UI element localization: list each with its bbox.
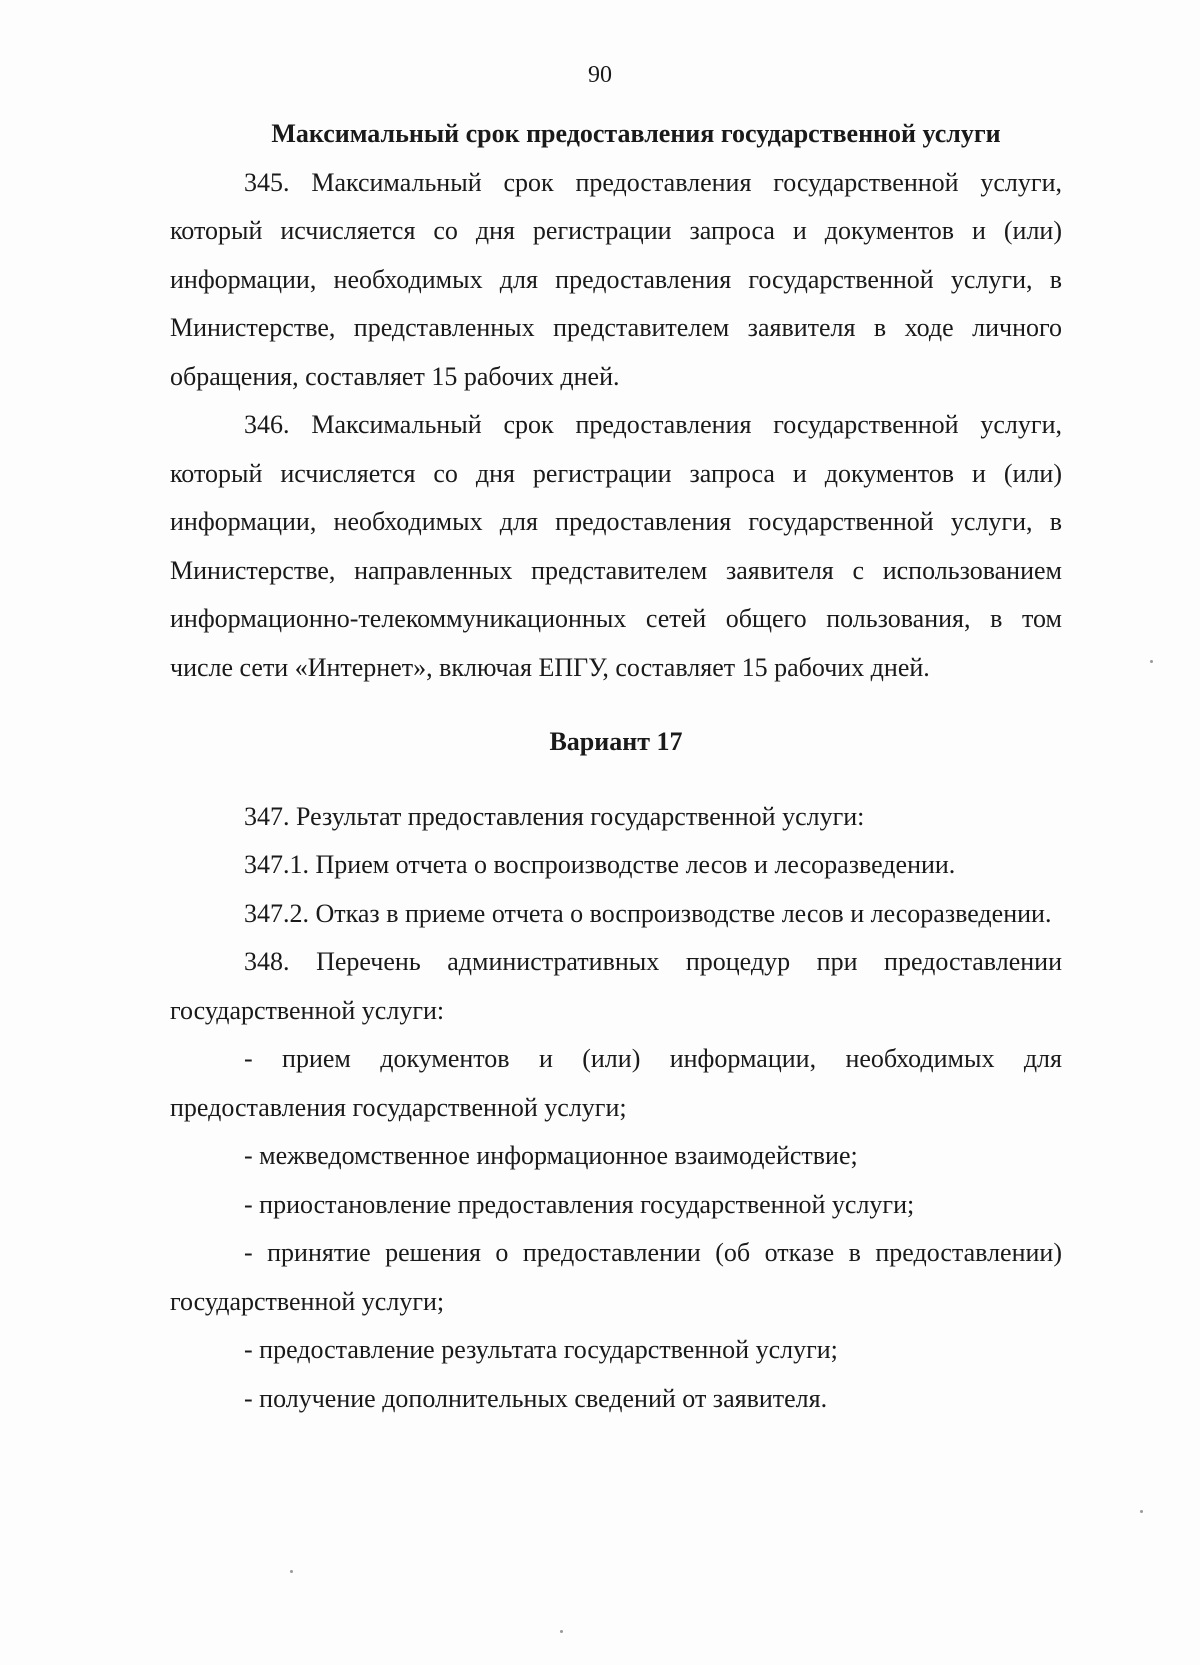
list-item-interagency: - межведомственное информационное взаимодействие; — [244, 1141, 858, 1170]
paragraph-347-1: 347.1. Прием отчета о воспроизводстве лесов и лесоразведении. — [244, 850, 956, 879]
list-item-result-delivery: - предоставление результата государственной услуги; — [244, 1335, 838, 1364]
variant-heading: Вариант 17 — [549, 727, 683, 756]
scan-speck — [1140, 1510, 1143, 1513]
section-heading: Максимальный срок предоставления государственной услуги — [271, 119, 1001, 148]
paragraph-345: 345. Максимальный срок предоставления государственной услуги, который исчисляется со дня регистрации запроса и документов и (или) информации, необходимых для предоставления государственной услуги, в Министерстве, представленных представителем заявителя в ходе личного обращения, составляет 15 рабочих дней. — [170, 167, 1062, 391]
list-item-additional-info: - получение дополнительных сведений от заявителя. — [244, 1383, 828, 1413]
scan-speck — [290, 1570, 293, 1573]
paragraph-347: 347. Результат предоставления государственной услуги: — [244, 801, 865, 831]
page-number: 90 — [588, 62, 612, 88]
paragraph-346: 346. Максимальный срок предоставления государственной услуги, который исчисляется со дня регистрации запроса и документов и (или) информации, необходимых для предоставления государственной услуги, в Министерстве, направленных представителем заявителя с использованием информационно-телекоммуникационных сетей общего пользования, в том числе сети «Интернет», включая ЕПГУ, составляет 15 рабочих дней. — [170, 410, 1062, 682]
list-item-document-intake: - прием документов и (или) информации, необходимых для предоставления государственной услуги; — [170, 1044, 1062, 1122]
paragraph-348: 348. Перечень административных процедур при предоставлении государственной услуги: — [170, 947, 1062, 1025]
scan-speck — [1150, 660, 1153, 663]
paragraph-347-2: 347.2. Отказ в приеме отчета о воспроизводстве лесов и лесоразведении. — [244, 898, 1052, 928]
list-item-decision: - принятие решения о предоставлении (об отказе в предоставлении) государственной услуги; — [170, 1238, 1062, 1316]
document-body — [170, 110, 1062, 1423]
scan-speck — [560, 1630, 563, 1633]
list-item-suspension: - приостановление предоставления государственной услуги; — [244, 1189, 915, 1219]
